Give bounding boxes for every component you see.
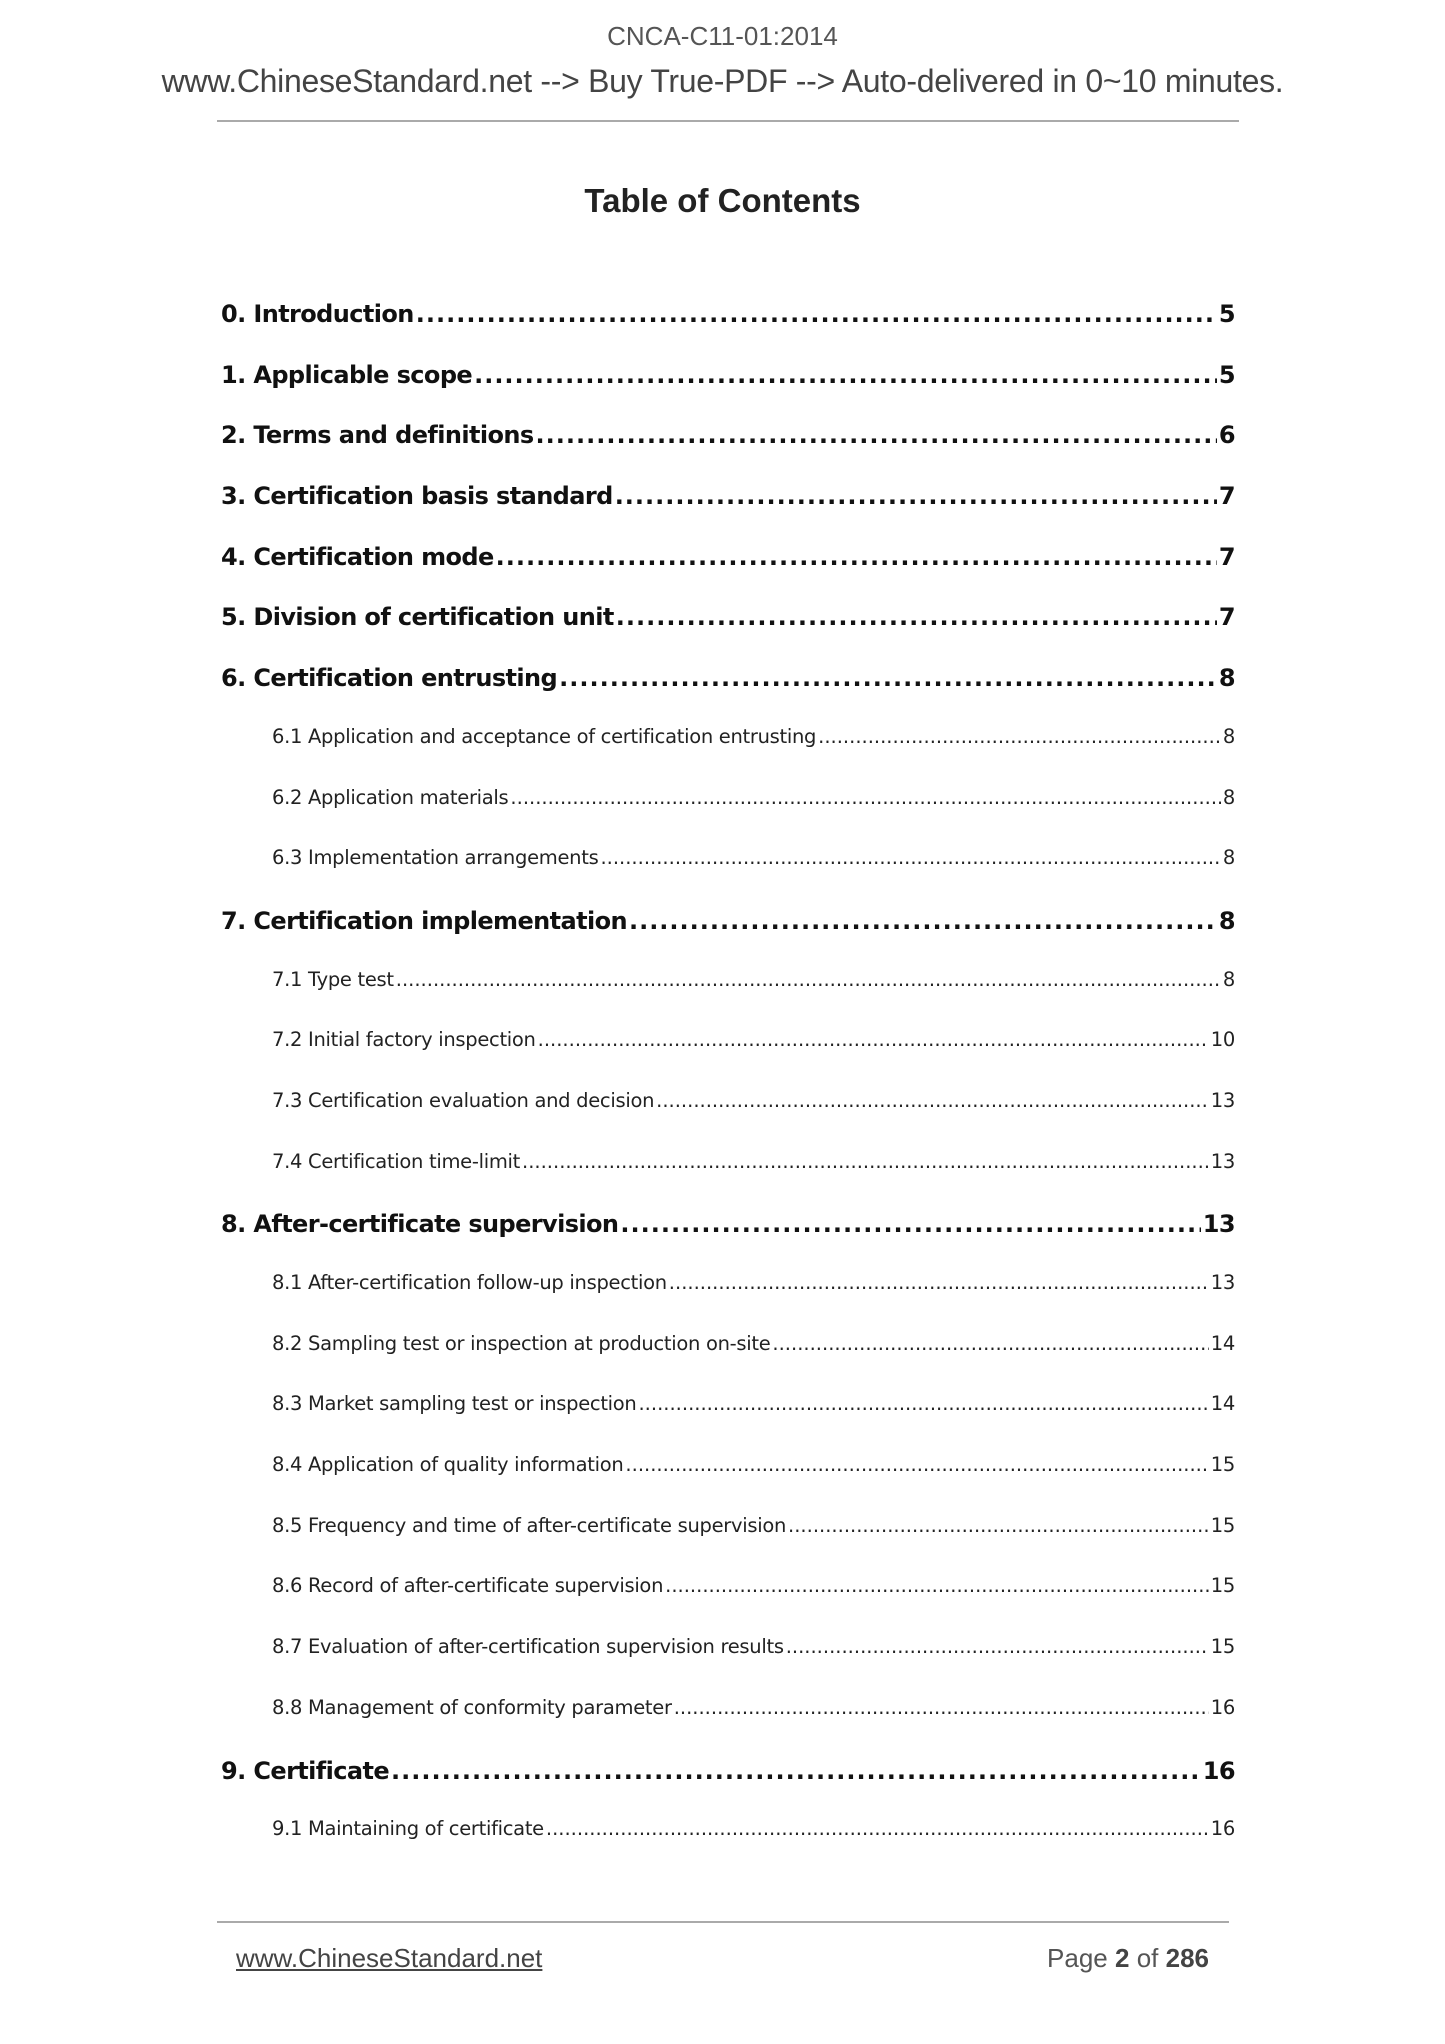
toc-entry[interactable] <box>221 543 1235 604</box>
dot-leader <box>665 1574 1209 1597</box>
footer-divider <box>217 1921 1229 1923</box>
toc-entry-label: 8.7 Evaluation of after-certification supervision results <box>272 1635 784 1659</box>
toc-entry-page: 5 <box>1218 360 1235 389</box>
toc-entry-label: 7.3 Certification evaluation and decision <box>272 1088 655 1112</box>
toc-entry[interactable] <box>221 1210 1235 1271</box>
toc-entry[interactable] <box>221 846 1235 907</box>
toc-entry-label: 7.2 Initial factory inspection <box>272 1028 536 1052</box>
toc-entry-page: 7 <box>1218 542 1235 571</box>
page-indicator <box>1047 1943 1209 1974</box>
toc-entry-label: 4. Certification mode <box>221 542 494 571</box>
toc-entry[interactable] <box>221 300 1235 361</box>
toc-entry-label: 7.1 Type test <box>272 967 394 991</box>
toc-entry-page: 13 <box>1210 1271 1235 1294</box>
toc-entry-page: 13 <box>1210 1088 1235 1112</box>
toc-entry-label: 8. After-certificate supervision <box>221 1210 619 1239</box>
toc-entry-page: 8 <box>1218 906 1235 935</box>
toc-entry[interactable] <box>221 907 1235 968</box>
dot-leader <box>772 1332 1208 1355</box>
toc-entry-label: 5. Division of certification unit <box>221 603 614 632</box>
table-of-contents <box>221 300 1235 1878</box>
toc-entry-page: 8 <box>1222 846 1235 870</box>
total-pages: 286 <box>1165 1943 1209 1973</box>
toc-entry[interactable] <box>221 1574 1235 1635</box>
toc-entry-page: 10 <box>1210 1028 1235 1052</box>
toc-entry[interactable] <box>221 664 1235 725</box>
dot-leader <box>615 482 1217 510</box>
dot-leader <box>391 1757 1201 1785</box>
toc-entry-label: 0. Introduction <box>221 300 414 328</box>
toc-entry-label: 8.5 Frequency and time of after-certificate supervision <box>272 1513 787 1537</box>
page-of: of <box>1136 1943 1159 1973</box>
dot-leader <box>786 1635 1209 1658</box>
toc-entry-label: 2. Terms and definitions <box>221 421 534 450</box>
footer-website-link[interactable]: www.ChineseStandard.net <box>236 1943 543 1973</box>
toc-entry-label: 9.1 Maintaining of certificate <box>272 1817 544 1841</box>
toc-entry-page: 14 <box>1210 1392 1235 1416</box>
toc-entry-label: 6.1 Application and acceptance of certification entrusting <box>272 724 817 748</box>
dot-leader <box>546 1817 1209 1840</box>
toc-entry[interactable] <box>221 421 1235 482</box>
toc-entry[interactable] <box>221 1392 1235 1453</box>
dot-leader <box>559 664 1217 692</box>
toc-entry-label: 6. Certification entrusting <box>221 664 558 693</box>
dot-leader <box>818 725 1221 748</box>
toc-entry-label: 8.8 Management of conformity parameter <box>272 1695 672 1719</box>
toc-entry-page: 16 <box>1210 1695 1235 1719</box>
toc-entry[interactable] <box>221 1332 1235 1393</box>
toc-entry[interactable] <box>221 1453 1235 1514</box>
toc-entry-label: 1. Applicable scope <box>221 360 473 389</box>
dot-leader <box>474 361 1217 389</box>
toc-entry[interactable] <box>221 1635 1235 1696</box>
toc-entry-label: 8.6 Record of after-certificate supervision <box>272 1574 664 1598</box>
dot-leader <box>416 300 1217 328</box>
dot-leader <box>396 968 1221 991</box>
toc-entry[interactable] <box>221 1271 1235 1332</box>
toc-entry[interactable] <box>221 786 1235 847</box>
dot-leader <box>674 1696 1209 1719</box>
dot-leader <box>536 421 1217 449</box>
toc-entry-label: 7. Certification implementation <box>221 906 627 935</box>
toc-entry-page: 7 <box>1218 603 1235 632</box>
toc-entry-page: 16 <box>1202 1756 1235 1785</box>
toc-entry-page: 8 <box>1222 967 1235 991</box>
toc-entry-page: 14 <box>1210 1331 1235 1355</box>
page-prefix: Page <box>1047 1943 1108 1973</box>
toc-entry[interactable] <box>221 1028 1235 1089</box>
dot-leader <box>616 603 1217 631</box>
toc-entry-page: 8 <box>1222 785 1235 809</box>
toc-entry-label: 8.4 Application of quality information <box>272 1453 624 1477</box>
toc-entry[interactable] <box>221 482 1235 543</box>
toc-entry-page: 8 <box>1218 664 1235 693</box>
current-page: 2 <box>1114 1943 1130 1973</box>
toc-entry-label: 3. Certification basis standard <box>221 482 613 511</box>
toc-entry-page: 7 <box>1218 482 1235 511</box>
toc-entry-label: 9. Certificate <box>221 1756 390 1785</box>
toc-entry[interactable] <box>221 1757 1235 1818</box>
dot-leader <box>629 907 1217 935</box>
toc-entry[interactable] <box>221 1514 1235 1575</box>
toc-entry[interactable] <box>221 1817 1235 1878</box>
dot-leader <box>656 1089 1209 1112</box>
toc-entry[interactable] <box>221 603 1235 664</box>
dot-leader <box>496 543 1217 571</box>
toc-entry-page: 13 <box>1202 1210 1235 1239</box>
dot-leader <box>620 1210 1200 1238</box>
dot-leader <box>625 1453 1208 1476</box>
toc-entry-label: 6.2 Application materials <box>272 785 509 809</box>
toc-entry-page: 5 <box>1218 300 1235 328</box>
toc-entry-label: 6.3 Implementation arrangements <box>272 846 599 870</box>
dot-leader <box>600 846 1220 869</box>
header-banner: www.ChineseStandard.net --> Buy True-PDF --> Auto-delivered in 0~10 minutes. <box>161 63 1284 99</box>
toc-entry[interactable] <box>221 1150 1235 1211</box>
toc-entry-label: 8.1 After-certification follow-up inspection <box>272 1271 667 1294</box>
dot-leader <box>510 786 1220 809</box>
toc-entry-label: 8.2 Sampling test or inspection at production on-site <box>272 1331 771 1355</box>
toc-entry-page: 16 <box>1210 1817 1235 1841</box>
toc-entry-label: 7.4 Certification time-limit <box>272 1149 520 1173</box>
dot-leader <box>669 1271 1209 1294</box>
toc-entry-page: 6 <box>1218 421 1235 450</box>
page-title: Table of Contents <box>584 182 861 219</box>
toc-entry-page: 15 <box>1210 1574 1235 1598</box>
dot-leader <box>788 1514 1209 1537</box>
toc-entry[interactable] <box>221 1696 1235 1757</box>
dot-leader <box>638 1392 1208 1415</box>
document-code: CNCA-C11-01:2014 <box>607 21 838 51</box>
header-divider <box>217 120 1239 122</box>
toc-entry[interactable] <box>221 1089 1235 1150</box>
toc-entry-page: 15 <box>1210 1453 1235 1477</box>
dot-leader <box>538 1028 1209 1051</box>
toc-entry-page: 13 <box>1210 1149 1235 1173</box>
toc-entry[interactable] <box>221 725 1235 786</box>
toc-entry[interactable] <box>221 968 1235 1029</box>
toc-entry-label: 8.3 Market sampling test or inspection <box>272 1392 637 1416</box>
toc-entry[interactable] <box>221 361 1235 422</box>
toc-entry-page: 15 <box>1210 1635 1235 1659</box>
dot-leader <box>522 1150 1209 1173</box>
toc-entry-page: 15 <box>1210 1513 1235 1537</box>
toc-entry-page: 8 <box>1222 724 1235 748</box>
